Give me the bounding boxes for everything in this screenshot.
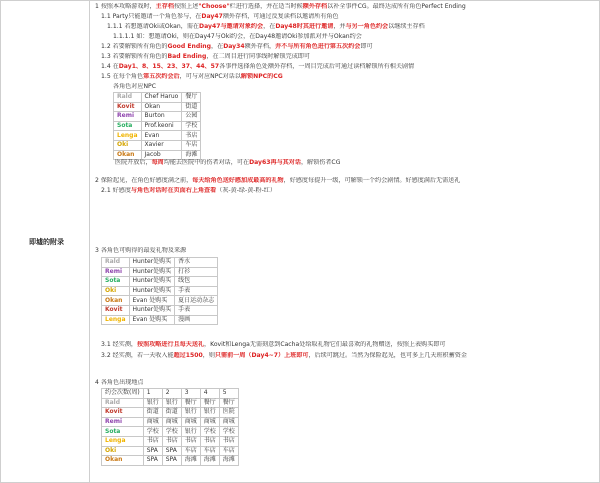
- s1-2: 1.2 若要解锁所有角色的Good Ending，在Day34额外存档，并不与所有角色进行第五次约会即可: [101, 43, 373, 50]
- table-cell: 银行: [200, 408, 219, 418]
- table-cell: 海滩: [219, 456, 238, 466]
- character-name: Okan: [102, 456, 144, 466]
- table-cell: SPA: [162, 456, 181, 466]
- table-cell: 香水: [175, 258, 218, 268]
- location-row: [102, 398, 239, 408]
- table-cell: 手表: [175, 305, 218, 315]
- table-cell: 手表: [175, 286, 218, 296]
- table-cell: 打衫: [175, 267, 218, 277]
- s1-1-1: 1.1.1 若想邀请Oki或Okan，需在Day47与邀请对象约会，在Day48时其进行邀请，并与另一角色约会以继续主存档: [107, 23, 425, 30]
- character-name: Lenga: [102, 315, 130, 325]
- table-cell: 车店: [181, 446, 200, 456]
- table-cell: 街道: [143, 408, 162, 418]
- s2-main: 2 保险起见，在角色好感度满之前，每天给角色送好感加成最高的礼物，好感度每提升一级，可解锁一个约会剧情。好感度满后无需送礼: [95, 177, 461, 184]
- character-name: Okan: [114, 150, 142, 160]
- table-cell: 餐厅: [219, 398, 238, 408]
- table-cell: 漫画: [175, 315, 218, 325]
- s1-1: 1.1 Party只能邀请一个角色参与，在Day47额外存档，可通过反复读档以邀请所有角色: [101, 13, 339, 20]
- appendix-content: [93, 1, 597, 482]
- table-cell: 夏日运动杂志: [175, 296, 218, 306]
- header-cell: 约会次数(周): [102, 389, 144, 399]
- header-cell: 2: [162, 389, 181, 399]
- table-cell: 书店: [219, 436, 238, 446]
- table-cell: 银行: [181, 427, 200, 437]
- location-row: [102, 417, 239, 427]
- character-name: Remi: [102, 267, 130, 277]
- location-table: [101, 388, 239, 466]
- character-name: Remi: [102, 417, 144, 427]
- gift-row: [102, 267, 218, 277]
- s3-title: 3 各角色可购得的最爱礼物及来源: [95, 247, 187, 254]
- table-cell: 书店: [162, 436, 181, 446]
- table-cell: Hunter处购买: [129, 258, 175, 268]
- header-cell: 5: [219, 389, 238, 399]
- table-cell: 车店: [182, 140, 201, 150]
- table-cell: SPA: [143, 456, 162, 466]
- table-cell: Evan 处购买: [129, 296, 175, 306]
- npc-row: [114, 112, 201, 122]
- s1-3: 1.3 若要解锁所有角色的Bad Ending，在二周目进行同事线时解锁完成即可: [101, 53, 310, 60]
- npc-row: [114, 131, 201, 141]
- table-header-row: [102, 389, 239, 399]
- table-cell: 商城: [143, 417, 162, 427]
- s1-main: 1 按照本攻略游戏时，主存档按照上述"Choose"栏进行选择，并在适当时候额外存档以补全事件CG。最终达成所有角色Perfect Ending: [95, 3, 466, 10]
- s4-title: 4 各角色出现地点: [95, 379, 144, 386]
- table-cell: 学校: [182, 121, 201, 131]
- table-cell: 海滩: [200, 456, 219, 466]
- table-cell: Xavier: [141, 140, 182, 150]
- table-cell: 商城: [181, 417, 200, 427]
- table-cell: 车店: [200, 446, 219, 456]
- character-name: Kovit: [114, 102, 142, 112]
- table-cell: Burton: [141, 112, 182, 122]
- s1-5: 1.5 在每个角色第五次约会后，可与对应NPC对话以解锁NPC的CG: [101, 73, 283, 80]
- location-row: [102, 408, 239, 418]
- table-cell: 街道: [182, 102, 201, 112]
- table-cell: Hunter处购买: [129, 277, 175, 287]
- table-cell: 公园: [182, 112, 201, 122]
- npc-row: [114, 121, 201, 131]
- gift-row: [102, 286, 218, 296]
- table-cell: Hunter处购买: [129, 305, 175, 315]
- location-row: [102, 446, 239, 456]
- npc-note: 医院开放后，每周均能去医院中的伤者对话，可在Day63再与其对话，解锁伤者CG: [115, 159, 341, 166]
- character-name: Okan: [102, 296, 130, 306]
- table-cell: 车店: [219, 446, 238, 456]
- s2-1: 2.1 好感度与角色对话时在页面右上角查看（灰-黄-绿-黄-粉-红）: [101, 187, 276, 194]
- gift-row: [102, 277, 218, 287]
- s1-1-1-1: 1.1.1.1 如：想邀请Oki，则在Day47与Oki约会，在Day48邀请Oki参加派对并与Okan约会: [113, 33, 362, 40]
- table-cell: SPA: [143, 446, 162, 456]
- table-cell: 商城: [200, 417, 219, 427]
- s3-1: 3.1 经实测，按照攻略进行且每天送礼，Kovit和Lenga无需刻意到Cacha处给取礼物它们最喜欢的礼物赠送，按照上表购买即可: [101, 341, 446, 348]
- table-cell: 书店: [143, 436, 162, 446]
- character-name: Oki: [102, 286, 130, 296]
- character-name: Oki: [102, 446, 144, 456]
- table-cell: 医院: [219, 408, 238, 418]
- s1-4: 1.4 在Day1、8、15、23、37、44、57各事件选择角色处额外存档，一周目完成后可通过读档解锁所有相关剧情: [101, 63, 415, 70]
- table-cell: 海滩: [182, 150, 201, 160]
- character-name: Sota: [102, 277, 130, 287]
- character-name: Rald: [102, 258, 130, 268]
- table-cell: 银行: [143, 398, 162, 408]
- header-cell: 3: [181, 389, 200, 399]
- table-cell: Jacob: [141, 150, 182, 160]
- character-name: Lenga: [102, 436, 144, 446]
- npc-row: [114, 102, 201, 112]
- table-cell: 学校: [219, 427, 238, 437]
- character-name: Sota: [114, 121, 142, 131]
- location-row: [102, 436, 239, 446]
- table-cell: 书店: [200, 436, 219, 446]
- gift-row: [102, 315, 218, 325]
- table-cell: 学校: [162, 427, 181, 437]
- table-cell: 商城: [162, 417, 181, 427]
- table-cell: 银行: [181, 408, 200, 418]
- table-cell: Prof.keoni: [141, 121, 182, 131]
- table-cell: Chef Haruo: [141, 93, 182, 103]
- header-cell: 1: [143, 389, 162, 399]
- table-cell: Hunter处购买: [129, 286, 175, 296]
- character-name: Rald: [114, 93, 142, 103]
- gift-row: [102, 305, 218, 315]
- location-row: [102, 456, 239, 466]
- gift-table: [101, 257, 218, 325]
- character-name: Rald: [102, 398, 144, 408]
- table-cell: 餐厅: [182, 93, 201, 103]
- npc-table: [113, 92, 201, 160]
- location-row: [102, 427, 239, 437]
- table-cell: 银行: [162, 398, 181, 408]
- table-cell: Hunter处购买: [129, 267, 175, 277]
- table-cell: Evan: [141, 131, 182, 141]
- table-cell: 学校: [143, 427, 162, 437]
- table-cell: 海滩: [181, 456, 200, 466]
- table-cell: 餐厅: [181, 398, 200, 408]
- s3-2: 3.2 经实测，若一天收入能超过1500，则只需前一周（Day4~7）上班即可，后续可跳过。当然为保险起见，也可多上几天班积蓄资金: [101, 352, 467, 359]
- character-name: Oki: [114, 140, 142, 150]
- side-label: 即墟的附录: [29, 238, 64, 246]
- character-name: Kovit: [102, 305, 130, 315]
- npc-row: [114, 140, 201, 150]
- table-cell: 学校: [200, 427, 219, 437]
- header-cell: 4: [200, 389, 219, 399]
- table-cell: Okan: [141, 102, 182, 112]
- character-name: Remi: [114, 112, 142, 122]
- table-cell: Evan 处购买: [129, 315, 175, 325]
- character-name: Lenga: [114, 131, 142, 141]
- side-column: [1, 1, 90, 482]
- gift-row: [102, 258, 218, 268]
- table-cell: 线包: [175, 277, 218, 287]
- character-name: Kovit: [102, 408, 144, 418]
- table-cell: 商城: [219, 417, 238, 427]
- table-cell: 餐厅: [200, 398, 219, 408]
- table-cell: 书店: [182, 131, 201, 141]
- gift-row: [102, 296, 218, 306]
- npc-row: [114, 93, 201, 103]
- table-cell: 街道: [162, 408, 181, 418]
- npc-table-title: 各角色对应NPC: [113, 83, 156, 90]
- table-cell: SPA: [162, 446, 181, 456]
- table-cell: 书店: [181, 436, 200, 446]
- character-name: Sota: [102, 427, 144, 437]
